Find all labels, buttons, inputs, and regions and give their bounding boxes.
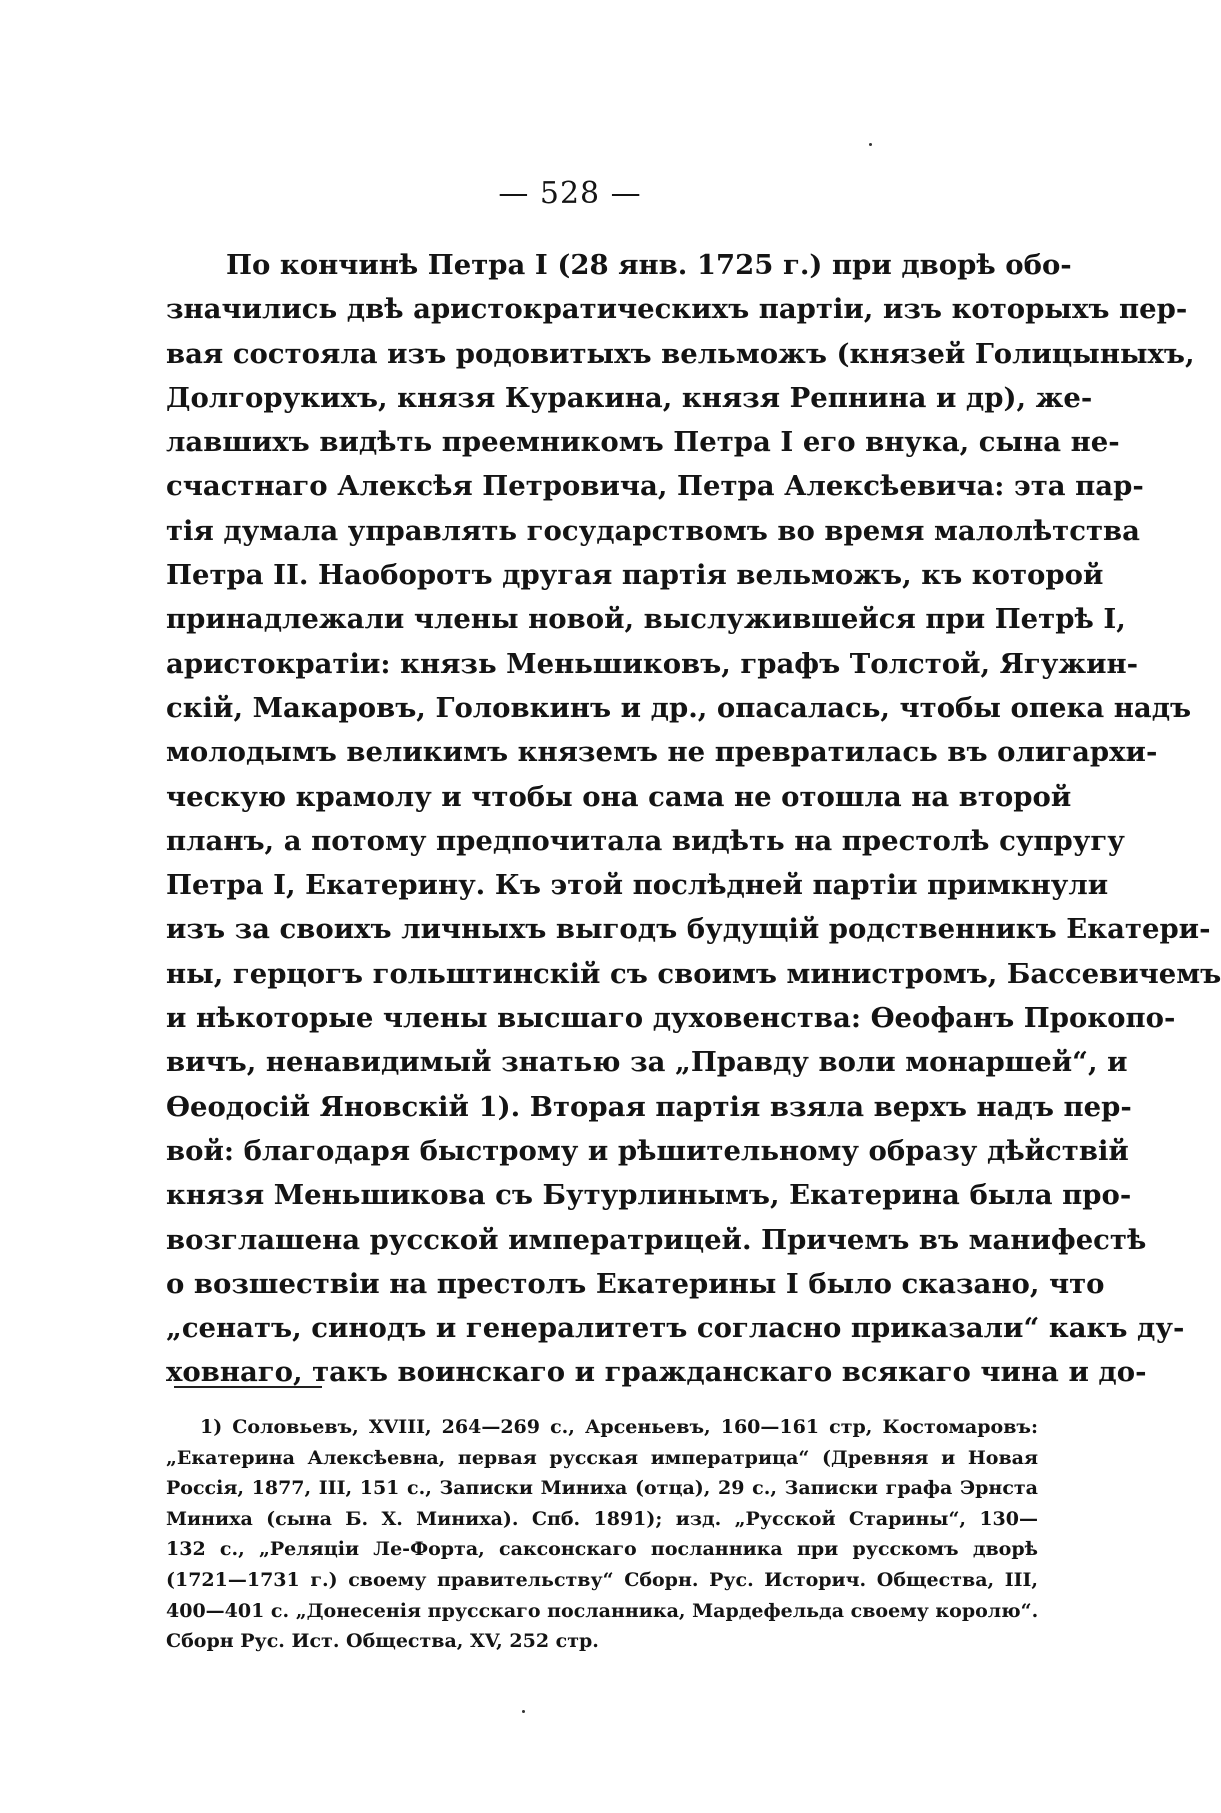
main-text bbox=[166, 243, 1221, 1395]
footnote-line: (1721—1731 г.) своему правительству“ Сборн. Рус. Историч. Общества, III, bbox=[166, 1568, 1038, 1591]
text-line: Долгорукихъ, князя Куракина, князя Репнина и др), же- bbox=[166, 381, 1093, 414]
text-line: тія думала управлять государствомъ во время малолѣтства bbox=[166, 514, 1140, 547]
text-line: По кончинѣ Петра I (28 янв. 1725 г.) при дворѣ обо- bbox=[226, 249, 1072, 281]
footnote bbox=[166, 1412, 1038, 1657]
footnote-line: 1) Соловьевъ, XVIII, 264—269 с., Арсеньевъ, 160—161 стр, Костомаровъ: bbox=[200, 1416, 1038, 1438]
text-line: аристократіи: князь Меньшиковъ, графъ Толстой, Ягужин- bbox=[166, 647, 1139, 680]
text-line: принадлежали члены новой, выслужившейся при Петрѣ I, bbox=[166, 603, 1126, 636]
text-line: молодымъ великимъ княземъ не превратилась въ олигархи- bbox=[166, 736, 1158, 769]
print-speck bbox=[869, 143, 872, 146]
text-line: лавшихъ видѣть преемникомъ Петра I его внука, сына не- bbox=[166, 426, 1120, 459]
footnote-line: 132 с., „Реляціи Ле-Форта, саксонскаго посланника при русскомъ дворѣ bbox=[166, 1538, 1038, 1561]
text-line: „сенатъ, синодъ и генералитетъ согласно приказали“ какъ ду- bbox=[166, 1312, 1185, 1345]
page-number: — 528 — bbox=[498, 176, 642, 211]
text-line: Ѳеодосій Яновскій 1). Вторая партія взяла верхъ надъ пер- bbox=[166, 1090, 1132, 1123]
text-line: скій, Макаровъ, Головкинъ и др., опасалась, чтобы опека надъ bbox=[166, 691, 1192, 724]
text-line: вой: благодаря быстрому и рѣшительному образу дѣйствій bbox=[166, 1134, 1129, 1167]
text-line: счастнаго Алексѣя Петровича, Петра Алексѣевича: эта пар- bbox=[166, 470, 1144, 503]
footnote-divider bbox=[174, 1386, 322, 1388]
text-line: о возшествіи на престолъ Екатерины I было сказано, что bbox=[166, 1267, 1105, 1300]
text-line: вая состояла изъ родовитыхъ вельможъ (князей Голицыныхъ, bbox=[166, 337, 1195, 370]
text-line: возглашена русской императрицей. Причемъ въ манифестѣ bbox=[166, 1223, 1147, 1256]
text-line: вичъ, ненавидимый знатью за „Правду воли монаршей“, и bbox=[166, 1046, 1128, 1079]
text-line: планъ, а потому предпочитала видѣть на престолѣ супругу bbox=[166, 824, 1125, 857]
footnote-line: Миниха (сына Б. Х. Миниха). Спб. 1891); изд. „Русской Старины“, 130— bbox=[166, 1507, 1038, 1530]
footnote-line: Сборн Рус. Ист. Общества, XV, 252 стр. bbox=[166, 1630, 599, 1653]
text-line: Петра II. Наоборотъ другая партія вельможъ, къ которой bbox=[166, 559, 1104, 592]
text-line: ны, герцогъ гольштинскій съ своимъ министромъ, Бассевичемъ bbox=[166, 957, 1221, 990]
footnote-line: Россія, 1877, III, 151 с., Записки Миниха (отца), 29 с., Записки графа Эрнста bbox=[166, 1477, 1038, 1500]
text-line: ческую крамолу и чтобы она сама не отошла на второй bbox=[166, 780, 1072, 813]
text-line: изъ за своихъ личныхъ выгодъ будущій родственникъ Екатери- bbox=[166, 913, 1211, 946]
text-line: Петра I, Екатерину. Къ этой послѣдней партіи примкнули bbox=[166, 869, 1109, 902]
print-speck bbox=[522, 1710, 525, 1713]
footnote-line: 400—401 с. „Донесенія прусскаго посланника, Мардефельда своему королю“. bbox=[166, 1599, 1039, 1622]
text-line: значились двѣ аристократическихъ партіи, изъ которыхъ пер- bbox=[166, 293, 1188, 326]
text-line: ховнаго, такъ воинскаго и гражданскаго всякаго чина и до- bbox=[166, 1356, 1147, 1389]
footnote-line: „Екатерина Алексѣевна, первая русская императрица“ (Древняя и Новая bbox=[166, 1446, 1038, 1469]
text-line: князя Меньшикова съ Бутурлинымъ, Екатерина была про- bbox=[166, 1179, 1132, 1212]
text-line: и нѣкоторые члены высшаго духовенства: Ѳеофанъ Прокопо- bbox=[166, 1002, 1176, 1035]
